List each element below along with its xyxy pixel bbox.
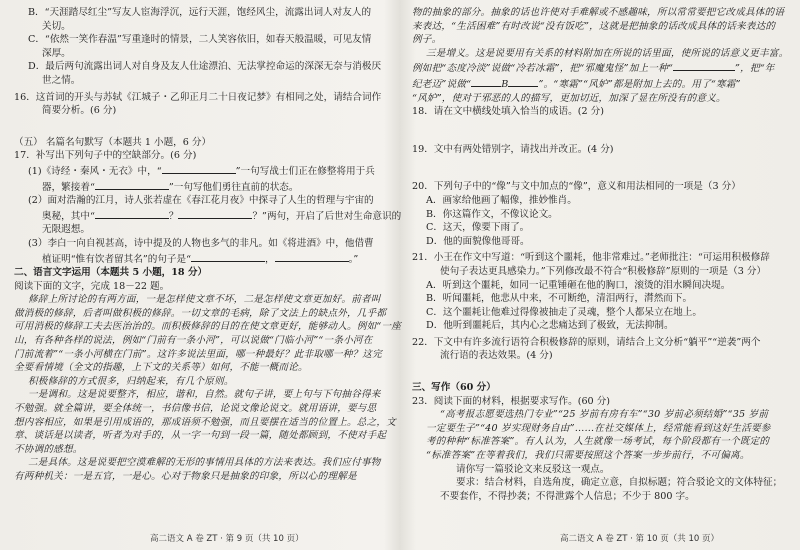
passage-line: 不勉强。就全篇讲，要全体统一，书信像书信，论说文像论说文。就用语讲，要与思: [14, 403, 377, 415]
material-line: 一定要生子”“40 岁实现财务自由”……在社交媒体上，经常能看到这好生活要参: [426, 422, 771, 434]
material-line: “高考报志愿要选热门专业”“25 岁前有房有车”“30 岁前必须结婚”“35 岁前: [440, 409, 769, 421]
question-17-3-line1: (3）李白一向自视甚高，诗中提及的人物也多气的非凡。如《将进酒》中，他借曹: [28, 237, 374, 249]
answer-blank[interactable]: [191, 251, 265, 262]
option-a[interactable]: A．画家给他画了幅像，推妙惟肖。: [426, 194, 577, 206]
writing-prompt: 请你写一篇驳论文来反驳这一观点。: [456, 463, 610, 475]
question-22-line2: 流行语的表达效果。(4 分): [440, 350, 553, 362]
question-16-line2: 简要分析。(6 分): [42, 105, 117, 117]
idiom-blank-b[interactable]: [508, 76, 538, 87]
option-b-line1: B．“天涯踏尽红尘”写友人宦海浮沉，远行天涯，饱经风尘，流露出词人对友人的: [28, 7, 372, 18]
passage-line: 可用消极的修辞工夫去医治治的。而积极修辞的目的在使文章更好，能够动人。例如“一座: [14, 321, 402, 333]
question-20: 20．下列句子中的“像”与文中加点的“像”，意义和用法相同的一项是（3 分）: [412, 181, 741, 193]
passage-line: 纪老迈”说做“ B ”。“寒霜”“风妒”都是附加上去的。用了“寒霜”: [412, 76, 788, 92]
passage-line: 二是具体。这是说要把空漠难解的无形的事情用具体的方法来表达。我们应付事物: [28, 457, 381, 469]
question-17-3-line2: 植证明“惟有饮者留其名”的句子是“ ， 。”: [14, 251, 386, 267]
answer-blank[interactable]: [178, 208, 252, 219]
question-23: 23．阅读下面的材料，根据要求写作。(60 分): [412, 395, 611, 407]
question-19: 19．文中有两处错别字，请找出并改正。(4 分): [412, 143, 614, 155]
right-page: [412, 6, 788, 528]
part-2-intro: 阅读下面的文字，完成 18－22 题。: [14, 280, 170, 292]
option-b[interactable]: B．你这篇作文，不像议论文。: [426, 208, 558, 220]
question-18: 18．请在文中横线处填入恰当的成语。(2 分): [412, 106, 604, 118]
answer-blank[interactable]: [95, 179, 169, 190]
option-a[interactable]: A．听到这个噩耗，如同一记重锤砸在他的胸口，滚烫的泪水瞬间决堤。: [426, 279, 731, 291]
option-b[interactable]: B．听闻噩耗，他悲从中来，不可断绝，清泪两行，潸然而下。: [426, 293, 693, 305]
question-17-1-line2: 器，繁接着“ ”一句写他们勇往直前的状态。: [14, 179, 386, 195]
passage-line: 全要看情境（全文的指趣，上下文的关系等）如何，不能一概而论。: [14, 362, 308, 374]
question-21-line1: 21．小王在作文中写道：“听到这个噩耗，他非常难过。”老师批注：“可运用积极修辞: [412, 252, 770, 264]
passage-line: 山，有各种各样的说法，例如“门前有一条小河”，可以说做“门临小河”“一条小河在: [14, 335, 373, 347]
option-c[interactable]: C．这天，像要下雨了。: [426, 222, 530, 234]
question-16-line1: 16．这首词的开头与苏轼《江城子・乙卯正月二十日夜记梦》有相同之处，请结合词作: [14, 91, 382, 103]
blank-left: [471, 76, 501, 87]
passage-line: 做消极的修辞，后者叫做积极的修辞。一切文章的毛病，除了文法上的缺点外，几乎都: [14, 307, 387, 319]
part-3-title: 三、写作（60 分）: [412, 382, 496, 394]
passage-line: 有两种机关：一是五官，一是心。心对于物象只是抽象的印象，所以心的理解是: [14, 471, 357, 482]
option-c-line2: 深厚。: [42, 47, 71, 59]
option-d-line1: D．最后两句流露出词人对自身及友人仕途漂泊、无法掌控命运的深深无奈与消极厌: [28, 61, 382, 73]
passage-line: 想内容相应，如果是引用成语的，那成语须不勉强，而且要摆在适当的位置上。总之，文: [14, 416, 396, 428]
option-d[interactable]: D．他听到噩耗后，其内心之悲痛达到了极致，无法抑制。: [426, 320, 674, 332]
option-d[interactable]: D．他的面貌像他哥哥。: [426, 235, 530, 247]
question-17-2-line2: 奥秘，其中“ ？ ？”两句，开启了后世对生命意识的: [14, 208, 386, 224]
passage-line: 一是调和。这是说要整齐，相应，谐和，自然。就句子讲，要上句与下句抽谷得来: [28, 389, 381, 401]
material-line: “标准答案”在等着我们，我们只需要按照这个答案一步步前行，不可偏离。: [426, 450, 750, 462]
passage-line: 门前流着”“一条小河横在门前”。这许多说法里面，哪一种最好？此非取哪一种？这完: [14, 348, 382, 360]
option-b-line2: 关切。: [42, 20, 71, 32]
option-c-line1: C．“依然一笑作春温”写重逢时的情景，二人笑容依旧，如春天般温暖，可见友情: [28, 34, 372, 46]
left-page: [14, 6, 402, 528]
passage-line: 不协调的感想。: [14, 443, 83, 455]
writing-requirements-line2: 不要套作，不得抄袭；不得泄露个人信息；不少于 800 字。: [440, 490, 695, 502]
question-17-1-line1: (1)《诗经・秦风・无衣》中，“ ”一句写战士们正在修整将用于兵: [14, 163, 386, 179]
question-21-line2: 使句子表达更具感染力。”下列修改最不符合“积极修辞”原则的一项是（3 分）: [440, 265, 767, 277]
passage-line: 三是增义。这是说要用有关系的材料附加在所说的话里面，使所说的话意义更丰富。: [426, 47, 789, 59]
part-2-title: 二、语言文字运用（本题共 5 小题，18 分）: [14, 267, 208, 279]
page-footer-left: 高二语文 A 卷 ZT · 第 9 页（共 10 页）: [150, 534, 304, 544]
passage-line: 例如把“态度冷淡”说做“冷若冰霜”，把“邪魔鬼怪”加上一种“ ”，把“年: [412, 60, 788, 76]
writing-requirements-line1: 要求：结合材料，自选角度，确定立意，自拟标题；符合驳论文的文体特征；: [456, 477, 783, 489]
option-d-line2: 世之情。: [42, 74, 81, 86]
passage-line: “风妒”，使对于邪恶的人的描写，更加切近，加深了显在所没有的意义。: [412, 92, 726, 104]
passage-line: 物的抽象的部分。抽象的话也许使对手难解或不感趣味，所以常常要把它改成具体的语: [412, 7, 785, 18]
passage-line: 例子。: [412, 34, 442, 46]
passage-line: 积极修辞的方式很多，归纳起来，有几个原则。: [28, 375, 234, 387]
passage-line: 修辞上所讨论的有两方面，一是怎样使文章不坏，二是怎样使文章更加好。前者叫: [28, 294, 381, 306]
question-22-line1: 22．下文中有许多流行语符合积极修辞的原则，请结合上文分析“躺平”“逆袭”两个: [412, 336, 761, 348]
answer-blank[interactable]: [162, 163, 236, 174]
answer-blank[interactable]: [95, 208, 169, 219]
passage-line: 来表达，“生活困难”有时改说“没有饭吃”，这就是把抽象的话改成具体的话来表达的: [412, 20, 776, 32]
question-17-2-line1: (2）面对浩瀚的江月，诗人张若虚在《春江花月夜》中探寻了人生的哲理与宇宙的: [28, 195, 374, 207]
answer-blank[interactable]: [275, 251, 349, 262]
question-17-2-line3: 无限遐想。: [42, 224, 90, 236]
idiom-blank-a[interactable]: [673, 60, 735, 71]
idiom-blank-b-label: B: [501, 78, 509, 90]
passage-line: 章、谈话是以读者，听者为对手的，从一字一句到一段一篇，随处都顾到，不使对手起: [14, 430, 387, 442]
material-line: 考的种种“标准答案”。有人认为，人生就像一场考试，每个阶段都有一个既定的: [426, 436, 770, 448]
page-footer-right: 高二语文 A 卷 ZT · 第 10 页（共 10 页）: [560, 534, 719, 544]
option-c[interactable]: C．这个噩耗让他难过得像被抽走了灵魂，整个人都呆立在地上。: [426, 306, 702, 318]
section-5-title: （五） 名篇名句默写（本题共 1 小题，6 分）: [14, 136, 212, 148]
question-17: 17．补写出下列句子中的空缺部分。(6 分): [14, 150, 197, 162]
